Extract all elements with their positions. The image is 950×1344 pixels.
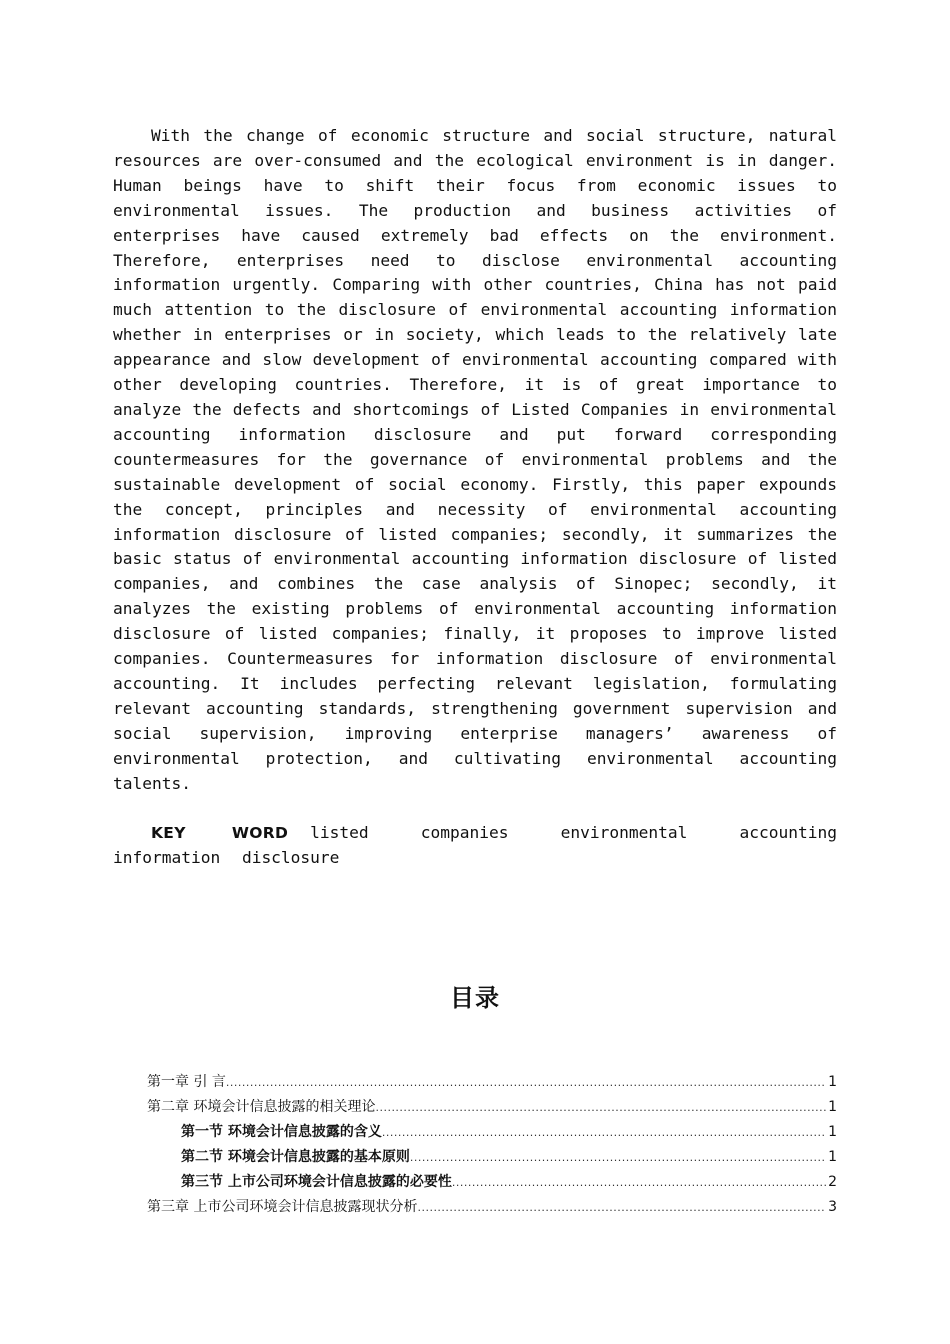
toc-dot-leader bbox=[382, 1120, 826, 1145]
keywords-label: KEY WORD bbox=[151, 824, 289, 842]
toc-entry-text: 第一章 引 言 bbox=[147, 1074, 226, 1090]
toc-entry-chapter-3[interactable] bbox=[147, 1195, 837, 1220]
table-of-contents bbox=[147, 1070, 837, 1220]
toc-dot-leader bbox=[375, 1095, 826, 1120]
keywords-text: listed companies environmental accounting information disclosure bbox=[113, 823, 837, 867]
keywords-line bbox=[113, 821, 837, 871]
toc-entry-chapter-2[interactable] bbox=[147, 1095, 837, 1120]
toc-entry-text: 第一节 环境会计信息披露的含义 bbox=[181, 1124, 382, 1140]
toc-page-number: 1 bbox=[828, 1149, 837, 1165]
toc-dot-leader bbox=[417, 1195, 826, 1220]
toc-page-number: 1 bbox=[828, 1124, 837, 1140]
toc-page-number: 1 bbox=[828, 1074, 837, 1090]
toc-entry-text: 第二章 环境会计信息披露的相关理论 bbox=[147, 1099, 376, 1115]
toc-entry-chapter-1[interactable] bbox=[147, 1070, 837, 1095]
toc-page-number: 3 bbox=[828, 1199, 837, 1215]
toc-title: 目录 bbox=[450, 984, 500, 1012]
toc-dot-leader bbox=[226, 1070, 826, 1095]
toc-page-number: 2 bbox=[828, 1174, 837, 1190]
toc-entry-section-2-3[interactable] bbox=[147, 1170, 837, 1195]
toc-entry-section-2-1[interactable] bbox=[147, 1120, 837, 1145]
toc-dot-leader bbox=[410, 1145, 826, 1170]
toc-entry-text: 第三节 上市公司环境会计信息披露的必要性 bbox=[181, 1174, 452, 1190]
toc-page-number: 1 bbox=[828, 1099, 837, 1115]
toc-entry-text: 第三章 上市公司环境会计信息披露现状分析 bbox=[147, 1199, 418, 1215]
toc-dot-leader bbox=[452, 1170, 826, 1195]
abstract-paragraph: With the change of economic structure and social structure, natural resources are over-consumed and the ecological environment is in danger. Human beings have to shift their focus from economic issues to environmental issues. The production and business activities of enterprises have caused extremely bad effects on the environment. Therefore, enterprises need to disclose environmental accounting information urgently. Comparing with other countries, China has not paid much attention to the disclosure of environmental accounting information whether in enterprises or in society, which leads to the relatively late appearance and slow development of environmental accounting compared with other developing countries. Therefore, it is of great importance to analyze the defects and shortcomings of Listed Companies in environmental accounting information disclosure and put forward corresponding countermeasures for the governance of environmental problems and the sustainable development of social economy. Firstly, this paper expounds the concept, principles and necessity of environmental accounting information disclosure of listed companies; secondly, it summarizes the basic status of environmental accounting information disclosure of listed companies, and combines the case analysis of Sinopec; secondly, it analyzes the existing problems of environmental accounting information disclosure of listed companies; finally, it proposes to improve listed companies. Countermeasures for information disclosure of environmental accounting. It includes perfecting relevant legislation, formulating relevant accounting standards, strengthening government supervision and social supervision, improving enterprise managers’ awareness of environmental protection, and cultivating environmental accounting talents. bbox=[113, 126, 837, 793]
toc-entry-section-2-2[interactable] bbox=[147, 1145, 837, 1170]
toc-entry-text: 第二节 环境会计信息披露的基本原则 bbox=[181, 1149, 410, 1165]
